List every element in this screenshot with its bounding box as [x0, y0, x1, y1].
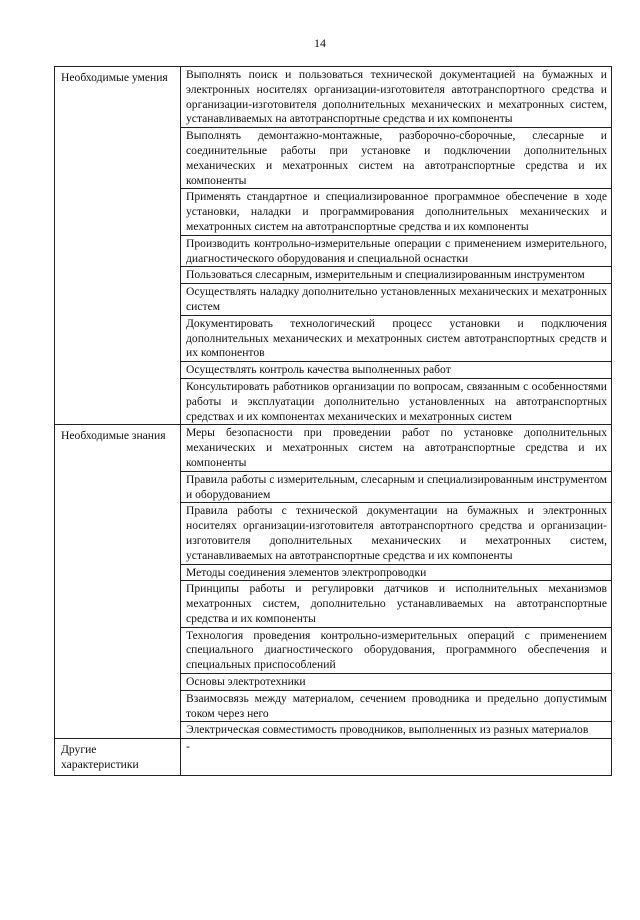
other-label: Другие характеристики — [55, 739, 181, 776]
other-row — [55, 739, 612, 776]
other-value: - — [181, 739, 612, 776]
knowledge-item: Основы электротехники — [181, 674, 612, 691]
skill-item: Выполнять демонтажно-монтажные, разборочно-сборочные, слесарные и соединительные работы при установке и подключении дополнительных механических и мехатронных систем на автотранспортные средства и их компоненты — [181, 128, 612, 189]
knowledge-item: Принципы работы и регулировки датчиков и исполнительных механизмов мехатронных систем, дополнительно устанавливаемых на автотранспортные средства и их компоненты — [181, 581, 612, 627]
skill-item: Выполнять поиск и пользоваться технической документацией на бумажных и электронных носителях организации-изготовителя автотранспортного средства и организации-изготовителя дополнительных механических и мехатронных систем, устанавливаемых на автотранспортные средства и их компоненты — [181, 67, 612, 128]
knowledge-label: Необходимые знания — [55, 425, 181, 739]
knowledge-item: Взаимосвязь между материалом, сечением проводника и предельно допустимым током через него — [181, 690, 612, 722]
knowledge-item: Правила работы с технической документации на бумажных и электронных носителях организации-изготовителя автотранспортного средства и организации-изготовителя дополнительных механических и мехатронных систем, устанавливаемых на автотранспортные средства и их компоненты — [181, 503, 612, 564]
knowledge-item: Электрическая совместимость проводников, выполненных из разных материалов — [181, 722, 612, 739]
page-number: 14 — [314, 36, 326, 50]
skill-item: Производить контрольно-измерительные операции с применением измерительного, диагностического оборудования и специальной оснастки — [181, 235, 612, 267]
knowledge-item: Методы соединения элементов электропроводки — [181, 564, 612, 581]
knowledge-row — [55, 425, 612, 471]
skill-item: Консультировать работников организации по вопросам, связанным с особенностями работы и эксплуатации дополнительно установленных на автотранспортных средствах и их компонентах механических и мехатронных систем — [181, 378, 612, 424]
skill-item: Применять стандартное и специализированное программное обеспечение в ходе установки, наладки и программирования дополнительных механических и мехатронных систем на автотранспортные средства и их компоненты — [181, 189, 612, 235]
skill-item: Пользоваться слесарным, измерительным и специализированным инструментом — [181, 267, 612, 284]
skill-item: Осуществлять контроль качества выполненных работ — [181, 362, 612, 379]
skills-label: Необходимые умения — [55, 67, 181, 425]
skills-row — [55, 67, 612, 128]
skill-item: Осуществлять наладку дополнительно установленных механических и мехатронных систем — [181, 284, 612, 316]
requirements-table — [54, 66, 612, 776]
knowledge-item: Технология проведения контрольно-измерительных операций с применением специального диагностического оборудования, программного обеспечения и специальных приспособлений — [181, 627, 612, 673]
skill-item: Документировать технологический процесс установки и подключения дополнительных механических и мехатронных систем автотранспортных средств и их компонентов — [181, 315, 612, 361]
knowledge-item: Правила работы с измерительным, слесарным и специализированным инструментом и оборудованием — [181, 471, 612, 503]
knowledge-item: Меры безопасности при проведении работ по установке дополнительных механических и мехатронных систем на автотранспортные средства и их компоненты — [181, 425, 612, 471]
